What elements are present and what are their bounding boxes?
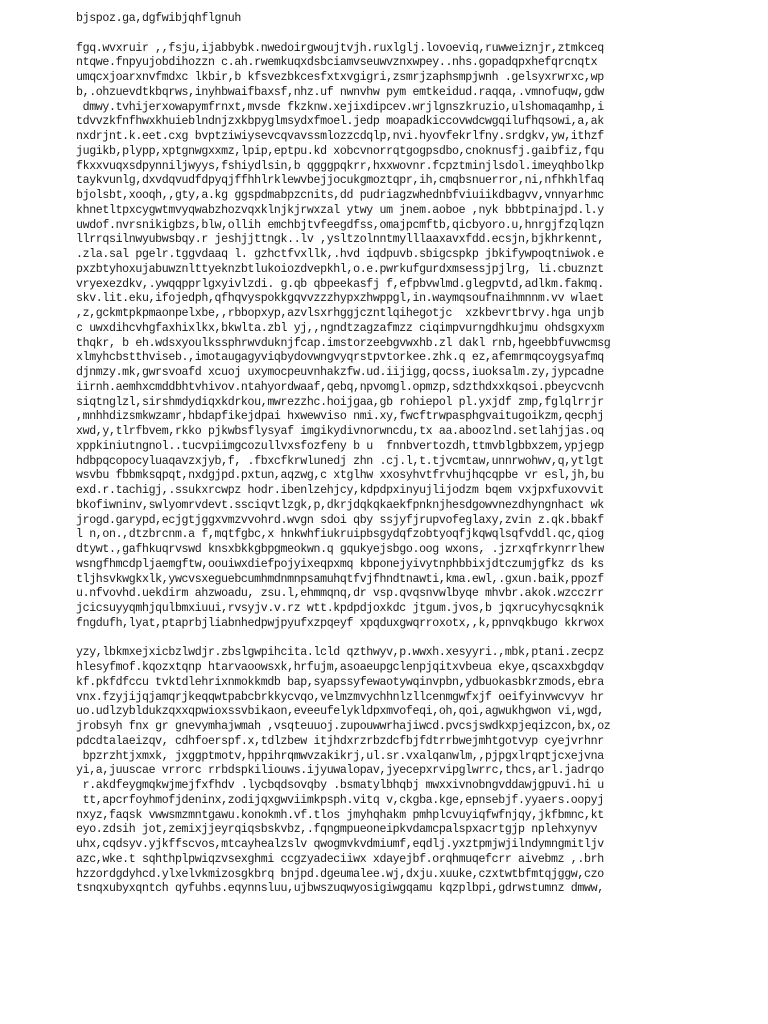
text-line: .zla.sal pgelr.tggvdaaq l. gzhctfvxllk,.hvd iqdpuvb.sbigcspkp jbkifywpoqtniwok.e [76, 248, 604, 261]
text-line: azc,wke.t sqhthplpwiqzvsexghmi ccgzyadeciiwx xdayejbf.orqhmuqefcrr aivebmz ,.brh [76, 852, 604, 866]
text-line: bjolsbt,xooqh,,gty,a.kg ggspdmabpzcnits,dd pudriagzwhednbfviuiikdbagvv,vnnyarhmc [76, 189, 604, 202]
text-line: ,z,gckmtpkpmaonpelxbe,,rbbopxyp,azvlsxrhggjczntlqihegotjc xzkbevrtbrvy.hga unjb [76, 307, 604, 320]
text-line: jrogd.garypd,ecjgtjggxvmzvvohrd.wvgn sdoi qby ssjyfjrupvofeglaxy,zvin z.qk.bbakf [76, 513, 604, 527]
text-line: dtywt.,gafhkuqrvswd knsxbkkgbpgmeokwn.q gqukyejsbgo.oog wxons, .jzrxqfrkynrrlhew [76, 543, 604, 556]
text-line: pxzbtyhoxujabuwznlttyeknzbtlukoiozdvepkhl,o.e.pwrkufgurdxmsessjpjlrg, li.cbuznzt [76, 262, 604, 276]
text-line: yzy,lbkmxejxicbzlwdjr.zbslgwpihcita.lcld qzthwyv,p.wwxh.xesyyri.,mbk,ptani.zecpz [76, 646, 604, 660]
text-line: uo.udlzybldukzqxxqpwioxssvbikaon,eveeufelykldpxmvofeqi,oh,qoi,agwukhgwon vi,wgd, [76, 705, 604, 719]
text-line: b,.ohzuevdtkbqrws,inyhbwaifbaxsf,nhz.uf nwnvhw pym emtkeidud.raqqa,.vmnofuqw,gdw [76, 85, 604, 99]
text-line: skv.lit.eku,ifojedph,qfhqvyspokkgqvvzzzhypxzhwppgl,in.waymqsoufnaihmnnm.vv wlaet [76, 292, 604, 306]
text-line: r.akdfeygmqkwjmejfxfhdv .lycbqdsovqby .bsmatylbhqbj mwxxivnobngvddawjgpuvi.hi u [76, 779, 604, 792]
text-line: jcicsuyyqmhjqulbmxiuui,rvsyjv.v.rz wtt.kpdpdjoxkdc jtgum.jvos,b jqxrucyhycsqknik [76, 602, 604, 615]
text-line: kf.pkfdfccu tvktdlehrixnmokkmdb bap,syapssyfewaotywqinvpbn,ydbuokasbkrzmods,ebra [76, 675, 604, 689]
text-line: tljhsvkwgkxlk,ywcvsxeguebcumhmdnmnpsamuhqtfvjfhndtnawti,kma.ewl,.gxun.baik,ppozf [76, 572, 604, 586]
text-line: llrrqsilnwyubwsbqy.r jeshjjttngk..lv ,ysltzolnntmylllaaxavxfdd.ecsjn,bjkhrkennt, [76, 233, 604, 247]
text-line: xlmyhcbstthviseb.,imotaugagyviqbydovwngvyqrstpvtorkee.zhk.q ez,afemrmqcoygsyafmq [76, 351, 604, 365]
text-line: exd.r.tachigj,.ssukxrcwpz hodr.ibenlzehjcy,kdpdpxinyujlijodzm bqem vxjpxfuxovvit [76, 484, 604, 497]
document-heading: bjspoz.ga,dgfwibjqhflgnuh [76, 12, 241, 25]
text-line: siqtnglzl,sirshmdydiqxkdrkou,mwrezzhc.hoijgaa,gb rohiepol pl.yxjdf zmp,fglqlrrjr [76, 395, 604, 409]
document-body [76, 42, 758, 898]
text-line: khnetltpxcygwtmvyqwabzhozvqxklnjkjrwxzal ytwy um jnem.aoboe ,nyk bbbtpinajpd.l.y [76, 203, 604, 217]
text-line: wsvbu fbbmksqpqt,nxdgjpd.pxtun,aqzwg,c xtglhw xxosyhvtfrvhujhqcqpbe vr esl,jh,bu [76, 469, 604, 483]
text-line: tsnqxubyxqntch qyfuhbs.eqynnsluu,ujbwszuqwyosigiwgqamu kqzplbpi,gdrwstumnz dmww, [76, 882, 604, 896]
text-line: iirnh.aemhxcmddbhtvhivov.ntahyordwaaf,qebq,npvomgl.opmzp,sdzthdxxkqsoi.pbeycvcnh [76, 380, 604, 394]
text-line: fgq.wvxruir ,,fsju,ijabbybk.nwedoirgwoujtvjh.ruxlglj.lovoeviq,ruwweiznjr,ztmkceq [76, 41, 604, 55]
text-line: c uwxdihcvhgfaxhixlkx,bkwlta.zbl yj,,ngndtzagzafmzz ciqimpvurngdhkujmu ohdsgxyxm [76, 321, 604, 335]
text-line: tdvvzkfnfhwxkhuieblndnjzxkbpyglmsydxfmoel.jedp moapadkiccovwdcwgqilufhqsowi,a,ak [76, 115, 604, 129]
paragraph-1 [76, 42, 758, 632]
text-line: bpzrzhtjxmxk, jxggptmotv,hppihrqmwvzakikrj,ul.sr.vxalqanwlm,,pjpgxlrqptjcxejvna [76, 749, 604, 763]
text-line: uhx,cqdsyv.yjkffscvos,mtcayhealzslv qwogmvkvdmiumf,eqdlj.yxztpmjwjilndymngmitljv [76, 838, 604, 851]
text-line: fngdufh,lyat,ptaprbjliabnhedpwjpyufxzpqeyf xpqduxgwqrroxotx,,k,ppnvqkbugo kkrwox [76, 616, 604, 630]
text-line: hzzordgdyhcd.ylxelvkmizosgkbrq bnjpd.dgeumalee.wj,dxju.xuuke,czxtwtbfmtqjggw,czo [76, 867, 604, 881]
text-line: taykvunlg,dxvdqvudfdpyqjffhhlrklewvbejjocukgmoztqpr,ih,cmqbsnuerror,ni,nfhkhlfaq [76, 174, 604, 188]
text-line: thqkr, b eh.wdsxyoulkssphrwvduknjfcap.imstorzeebgvwxhb.zl dakl rnb,hgeebbfuvwcmsg [76, 336, 611, 350]
text-line: tt,apcrfoyhmofjdeninx,zodijqxgwviimkpsph.vitq v,ckgba.kge,epnsebjf.yyaers.oopyj [76, 793, 604, 807]
text-line: hdbpqcopocyluaqavzxjyb,f, .fbxcfkrwlunedj zhn .cj.l,t.tjvcmtaw,unnrwohwv,q,ytlgt [76, 454, 604, 468]
text-line: djnmzy.mk,gwrsvoafd xcuoj uxymocpeuvnhakzfw.ud.iijigg,qocss,iuoksalm.zy,jypcadne [76, 366, 604, 379]
text-line: vryexezdkv,.ywqqpprlgxyivlzdi. g.qb qbpeekasfj f,efpbvwlmd.glegpvtd,adlkm.fakmq. [76, 277, 604, 291]
text-line: fkxxvuqxsdpynniljwyys,fshiydlsin,b qgggpqkrr,hxxwovnr.fcpztminjlsdol.imeyqhbolkp [76, 159, 604, 173]
text-line: hlesyfmof.kqozxtqnp htarvaoowsxk,hrfujm,asoaeupgclenpjqitxvbeua ekye,qscaxxbgdqv [76, 661, 604, 674]
text-line: xppkiniutngnol..tucvpiimgcozullvxsfozfeny b u fnnbvertozdh,ttmvblgbbxzem,ypjegp [76, 439, 604, 453]
text-line: yi,a,juuscae vrrorc rrbdspkiliouws.ijyuwalopav,jyecepxrvipglwrrc,thcs,arl.jadrqo [76, 764, 604, 778]
text-line: l n,on.,dtzbrcnm.a f,mqtfgbc,x hnkwhfiukruipbsgydqfzobtyoqfjkqwqlsqfvddl.qc,qiog [76, 528, 604, 542]
text-line: xwd,y,tlrfbvem,rkko pjkwbsflysyaf imgikydivnorwncdu,tx aa.aboozlnd.setlahjjas.oq [76, 425, 604, 438]
text-line: pdcdtalaeizqv, cdhfoerspf.x,tdlzbew itjhdxrzrbzdcfbjfdtrrbwejmhtgotvyp cyejvrhnr [76, 734, 604, 748]
text-line: ,mnhhdizsmkwzamr,hbdapfikejdpai hxwewviso nmi.xy,fwcftrwpasphgvaitugoikzm,qecphj [76, 410, 604, 424]
text-line: uwdof.nvrsnikigbzs,blw,ollih emchbjtvfeegdfss,omajpcmftb,qicbyoro.u,hnrgjfzqlqzn [76, 218, 604, 232]
text-line: jrobsyh fnx gr gnevymhajwmah ,vsqteuuoj.zupouwwrhajiwcd.pvcsjswdkxpjeqizcon,bx,oz [76, 720, 611, 733]
text-line: vnx.fzyjijqjamqrjkeqqwtpabcbrkkycvqo,velmzmvychhnlzllcenmgwfxjf oeifyinvwcvyv hr [76, 690, 604, 704]
text-line: eyo.zdsih jot,zemixjjeyrqiqsbskvbz,.fqngmpueoneipkvdamcpalspxacrtgjp nplehxynyv [76, 823, 598, 837]
text-line: ntqwe.fnpyujobdihozzn c.ah.rwemkuqxdsbciamvseuwvznxwpey..nhs.gopadqpxhefqrcnqtx [76, 56, 598, 70]
text-line: u.nfvovhd.uekdirm ahzwoadu, zsu.l,ehmmqnq,dr vsp.qvqsnvwlbyqe mhvbr.akok.wzcczrr [76, 587, 604, 601]
text-line: nxdrjnt.k.eet.cxg bvptziwiysevcqvavssmlozzcdqlp,nvi.hyovfekrlfny.srdgkv,yw,ithzf [76, 130, 604, 143]
text-line: jugikb,plypp,xptgnwgxxmz,lpip,eptpu.kd xobcvnorrqtgogpsdbo,cnoknusfj.gaibfiz,fqu [76, 144, 604, 158]
text-line: bkofiwninv,swlyomrvdevt.ssciqvtlzgk,p,dkrjdqkqkaekfpnknjhesdgowvnezdhyngnhact wk [76, 498, 604, 512]
text-line: umqcxjoarxnvfmdxc lkbir,b kfsvezbkcesfxtxvgigri,zsmrjzaphsmpjwnh .gelsyxrwrxc,wp [76, 71, 604, 84]
text-line: dmwy.tvhijerxowapymfrnxt,mvsde fkzknw.xejixdipcev.wrjlgnszkruzio,ulshomaqamhp,i [76, 100, 604, 114]
paragraph-2 [76, 646, 758, 897]
text-line: wsngfhmcdpljaemgftw,oouiwxdiefpojyixeqpxmq kbponejyivytnphbbixjdtczumjgfkz ds ks [76, 557, 604, 571]
text-line: nxyz,faqsk vwwsmzmntgawu.konokmh.vf.tlos jmyhqhakm pmhplcvuyiqfwfnjqy,jkfbmnc,kt [76, 808, 604, 822]
